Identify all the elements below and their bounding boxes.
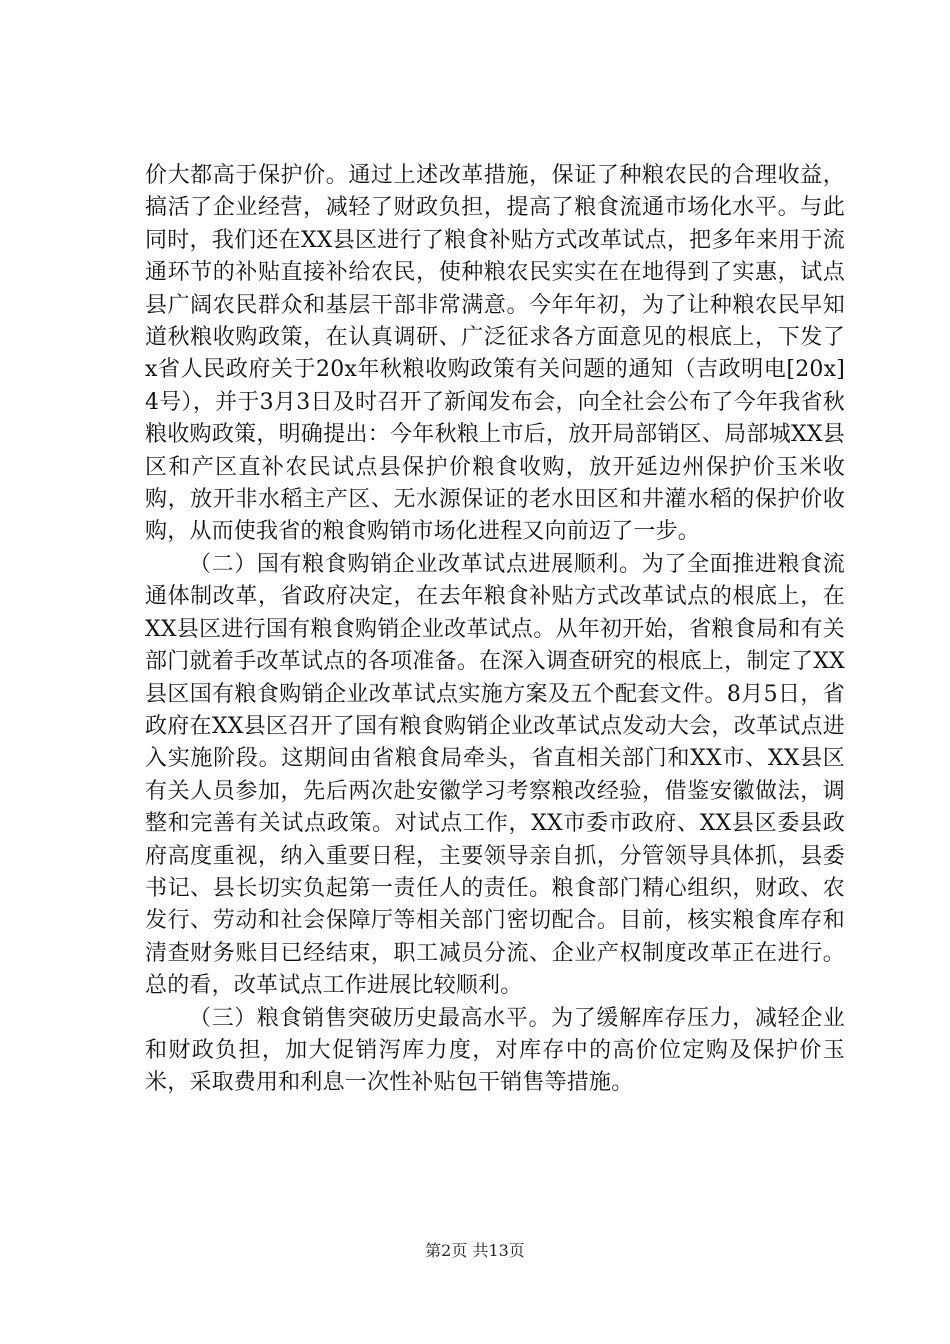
paragraph-section-2: （二）国有粮食购销企业改革试点进展顺利。为了全面推进粮食流通体制改革，省政府决定，在去年粮食补贴方式改革试点的根底上，在XX县区进行国有粮食购销企业改革试点。从年初开始，省粮食局和有关部门就着手改革试点的各项准备。在深入调查研究的根底上，制定了XX县区国有粮食购销企业改革试点实施方案及五个配套文件。8月5日，省政府在XX县区召开了国有粮食购销企业改革试点发动大会，改革试点进入实施阶段。这期间由省粮食局牵头，省直相关部门和XX市、XX县区有关人员参加，先后两次赴安徽学习考察粮改经验，借鉴安徽做法，调整和完善有关试点政策。对试点工作，XX市委市政府、XX县区委县政府高度重视，纳入重要日程，主要领导亲自抓，分管领导具体抓，县委书记、县长切实负起第一责任人的责任。粮食部门精心组织，财政、农发行、劳动和社会保障厅等相关部门密切配合。目前，核实粮食库存和清查财务账目已经结束，职工减员分流、企业产权制度改革正在进行。总的看，改革试点工作进展比较顺利。 [145,551,845,999]
page-number-label: 第2页 共13页 [425,1241,525,1260]
paragraph-section-3: （三）粮食销售突破历史最高水平。为了缓解库存压力，减轻企业和财政负担，加大促销泻库力度，对库存中的高价位定购及保护价玉米，采取费用和利息一次性补贴包干销售等措施。 [145,1005,845,1096]
page-footer [0,1240,950,1262]
document-body [145,160,845,1100]
paragraph-intro: 价大都高于保护价。通过上述改革措施，保证了种粮农民的合理收益，搞活了企业经营，减轻了财政负担，提高了粮食流通市场化水平。与此同时，我们还在XX县区进行了粮食补贴方式改革试点，把多年来用于流通环节的补贴直接补给农民，使种粮农民实实在在地得到了实惠，试点县广阔农民群众和基层干部非常满意。今年年初，为了让种粮农民早知道秋粮收购政策，在认真调研、广泛征求各方面意见的根底上，下发了x省人民政府关于20x年秋粮收购政策有关问题的通知（吉政明电[20x]4号），并于3月3日及时召开了新闻发布会，向全社会公布了今年我省秋粮收购政策，明确提出：今年秋粮上市后，放开局部销区、局部城XX县区和产区直补农民试点县保护价粮食收购，放开延边州保护价玉米收购，放开非水稻主产区、无水源保证的老水田区和井灌水稻的保护价收购，从而使我省的粮食购销市场化进程又向前迈了一步。 [145,163,845,545]
